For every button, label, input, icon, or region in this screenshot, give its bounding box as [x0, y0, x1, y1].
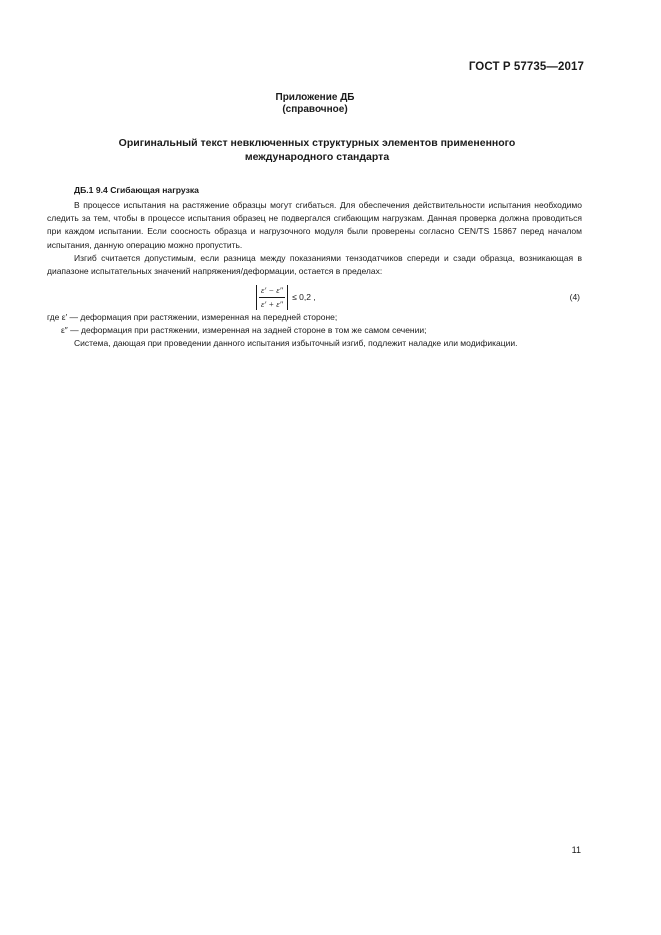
formula-denominator: ε′ + ε″: [261, 298, 284, 309]
annex-subtitle: (справочное): [282, 104, 348, 115]
formula-rhs: ≤ 0,2 ,: [292, 292, 316, 302]
document-code: ГОСТ Р 57735—2017: [468, 61, 584, 73]
definition-front-strain: где ε′ — деформация при растяжении, измеренная на передней стороне;: [47, 312, 338, 322]
paragraph-2: Изгиб считается допустимым, если разница между показаниями тензодатчиков спереди и сзади образца, возникающая в диапазоне испытательных значений напряжения/деформации, остается в пределах:: [47, 253, 582, 277]
page-number: 11: [571, 845, 581, 855]
section-heading: Оригинальный текст невключенных структурных элементов примененного международного стандарта: [118, 137, 516, 163]
definition-back-strain: ε″ — деформация при растяжении, измеренная на задней стороне в том же самом сечении;: [61, 325, 427, 335]
annex-title: Приложение ДБ: [275, 92, 355, 103]
subsection-title: ДБ.1 9.4 Сгибающая нагрузка: [74, 185, 199, 195]
formula-fraction: [256, 285, 288, 310]
equation-number: (4): [569, 292, 580, 302]
formula: [256, 282, 316, 312]
formula-numerator: ε′ − ε″: [259, 285, 285, 298]
closing-sentence: Система, дающая при проведении данного испытания избыточный изгиб, подлежит наладке или модификации.: [74, 338, 518, 348]
paragraph-1: В процессе испытания на растяжение образцы могут сгибаться. Для обеспечения действительности испытания необходимо следить за тем, чтобы в процессе испытания образец не подвергался сгибающим нагрузкам. Данная проверка должна проводиться при каждом испытании. Если соосность образца и нагрузочного модуля были проверены согласно CEN/TS 15867 перед началом испытания, данную операцию можно пропустить.: [47, 200, 582, 250]
